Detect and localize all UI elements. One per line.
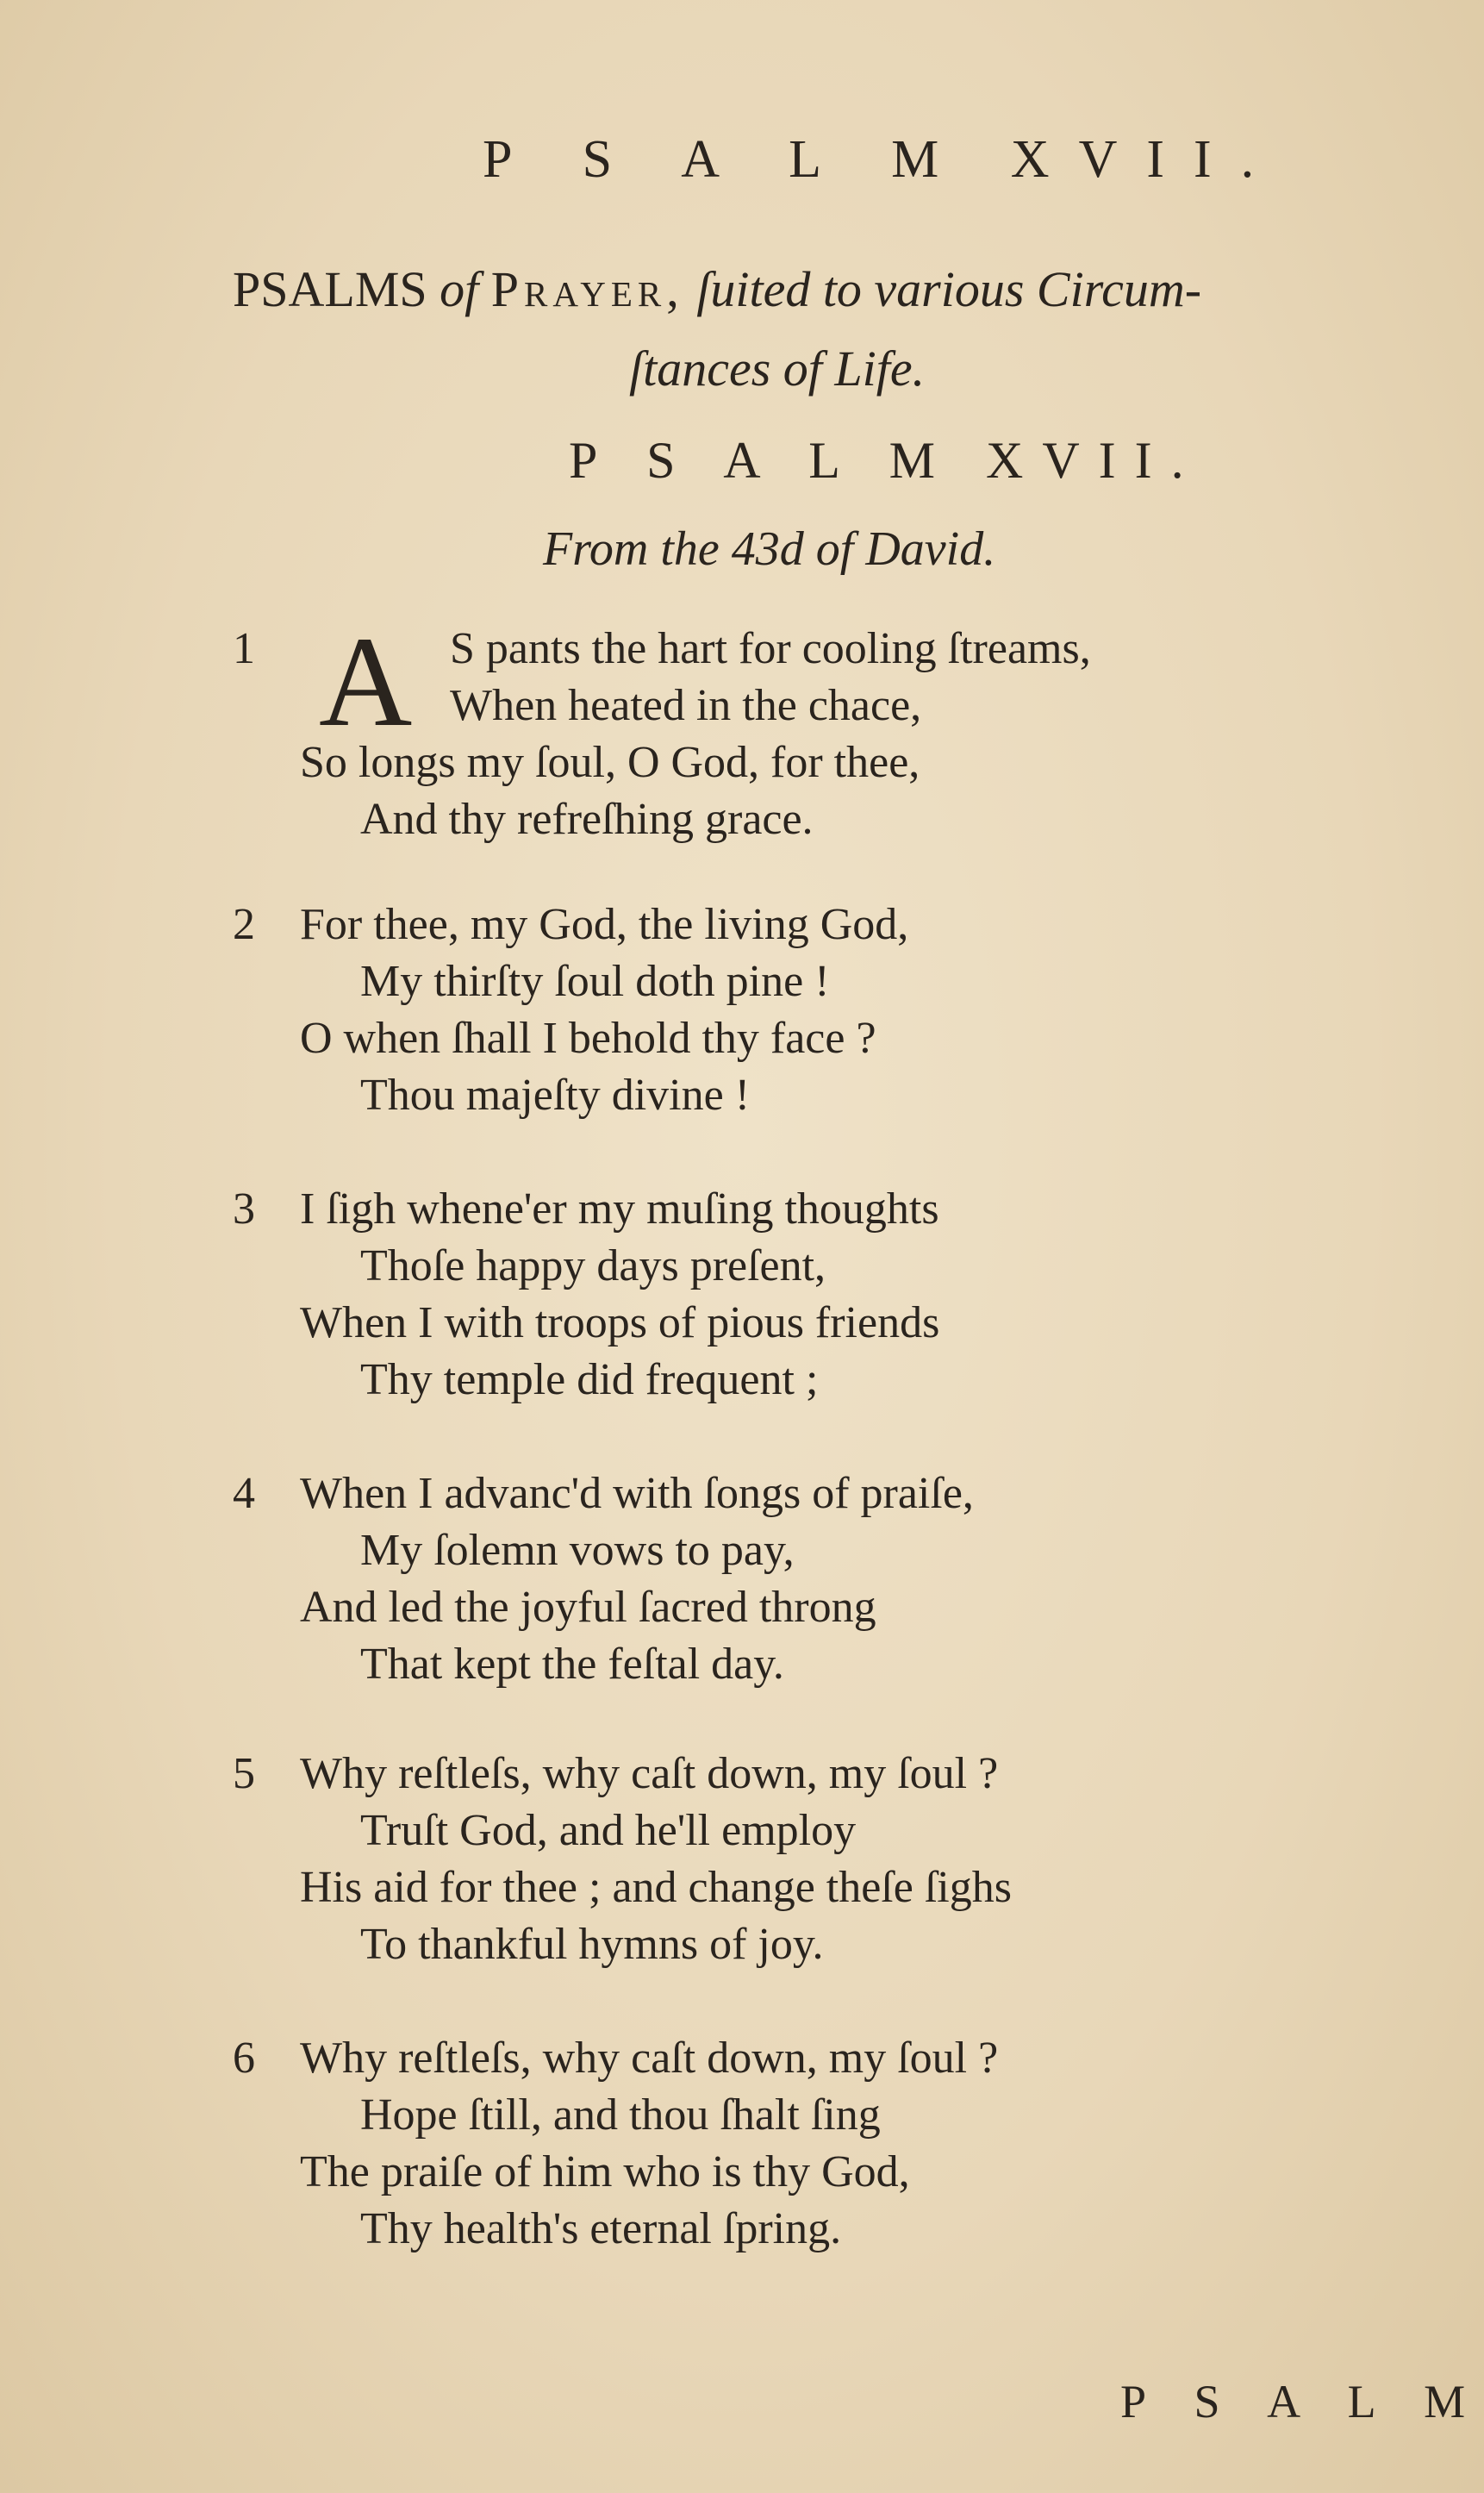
- verse-line: That kept the feſtal day.: [360, 1640, 784, 1689]
- section-title-part1: PSALMS: [233, 261, 427, 317]
- psalm-subheading: From the 43d of David.: [543, 522, 996, 576]
- psalm-heading: P S A L M XVII.: [569, 432, 1203, 489]
- verse-line: S pants the hart for cooling ſtreams,: [450, 624, 1091, 673]
- section-title-part3: Prayer,: [490, 261, 684, 317]
- verse-line: Thy health's eternal ſpring.: [360, 2204, 842, 2253]
- stanza-4: [233, 1465, 1310, 1693]
- stanza-number: 5: [233, 1749, 255, 1798]
- verse-line: When I advanc'd with ſongs of praiſe,: [300, 1469, 974, 1518]
- catchword: P S A L M: [1120, 2376, 1484, 2427]
- stanza-5: [233, 1746, 1310, 1973]
- stanza-number: 2: [233, 900, 255, 949]
- stanza-number: 3: [233, 1184, 255, 1234]
- verse-line: Hope ſtill, and thou ſhalt ſing: [360, 2090, 881, 2140]
- verse-line: My thirſty ſoul doth pine !: [360, 957, 830, 1006]
- verse-line: Thy temple did frequent ;: [360, 1355, 819, 1404]
- verse-line: Why reſtleſs, why caſt down, my ſoul ?: [300, 2034, 999, 2083]
- section-title-part4: ſuited to various Circum-: [696, 261, 1202, 317]
- section-title-part2: of: [440, 261, 479, 317]
- stanza-number: 1: [233, 624, 255, 673]
- verse-line: For thee, my God, the living God,: [300, 900, 909, 949]
- verse-line: Why reſtleſs, why caſt down, my ſoul ?: [300, 1749, 999, 1798]
- verse-line: O when ſhall I behold thy face ?: [300, 1014, 876, 1063]
- verse-line: Thou majeſty divine !: [360, 1071, 751, 1120]
- verse-line: Thoſe happy days preſent,: [360, 1241, 826, 1290]
- stanza-3: [233, 1181, 1310, 1409]
- verse-line: To thankful hymns of joy.: [360, 1920, 824, 1969]
- section-title-line2: ſtances of Life.: [629, 341, 926, 397]
- verse-line: So longs my ſoul, O God, for thee,: [300, 738, 920, 787]
- verse-line: My ſolemn vows to pay,: [360, 1526, 795, 1575]
- verse-line: His aid for thee ; and change theſe ſighs: [300, 1863, 1012, 1912]
- section-title: [233, 250, 1405, 409]
- stanza-number: 6: [233, 2034, 255, 2083]
- verse-line: Truſt God, and he'll employ: [360, 1806, 857, 1855]
- verse-line: The praiſe of him who is thy God,: [300, 2147, 910, 2196]
- stanza-number: 4: [233, 1469, 255, 1518]
- verse-line: And led the joyful ſacred throng: [300, 1583, 876, 1632]
- verse-line: When I with troops of pious friends: [300, 1298, 940, 1347]
- stanza-6: [233, 2030, 1310, 2258]
- verse-line: I ſigh whene'er my muſing thoughts: [300, 1184, 939, 1234]
- stanza-2: [233, 897, 1310, 1124]
- stanza-1: [233, 610, 1310, 848]
- running-head: P S A L M XVII.: [483, 130, 1284, 189]
- drop-cap: A: [319, 610, 413, 753]
- verse-line: When heated in the chace,: [450, 681, 922, 730]
- verse-line: And thy refreſhing grace.: [360, 795, 814, 844]
